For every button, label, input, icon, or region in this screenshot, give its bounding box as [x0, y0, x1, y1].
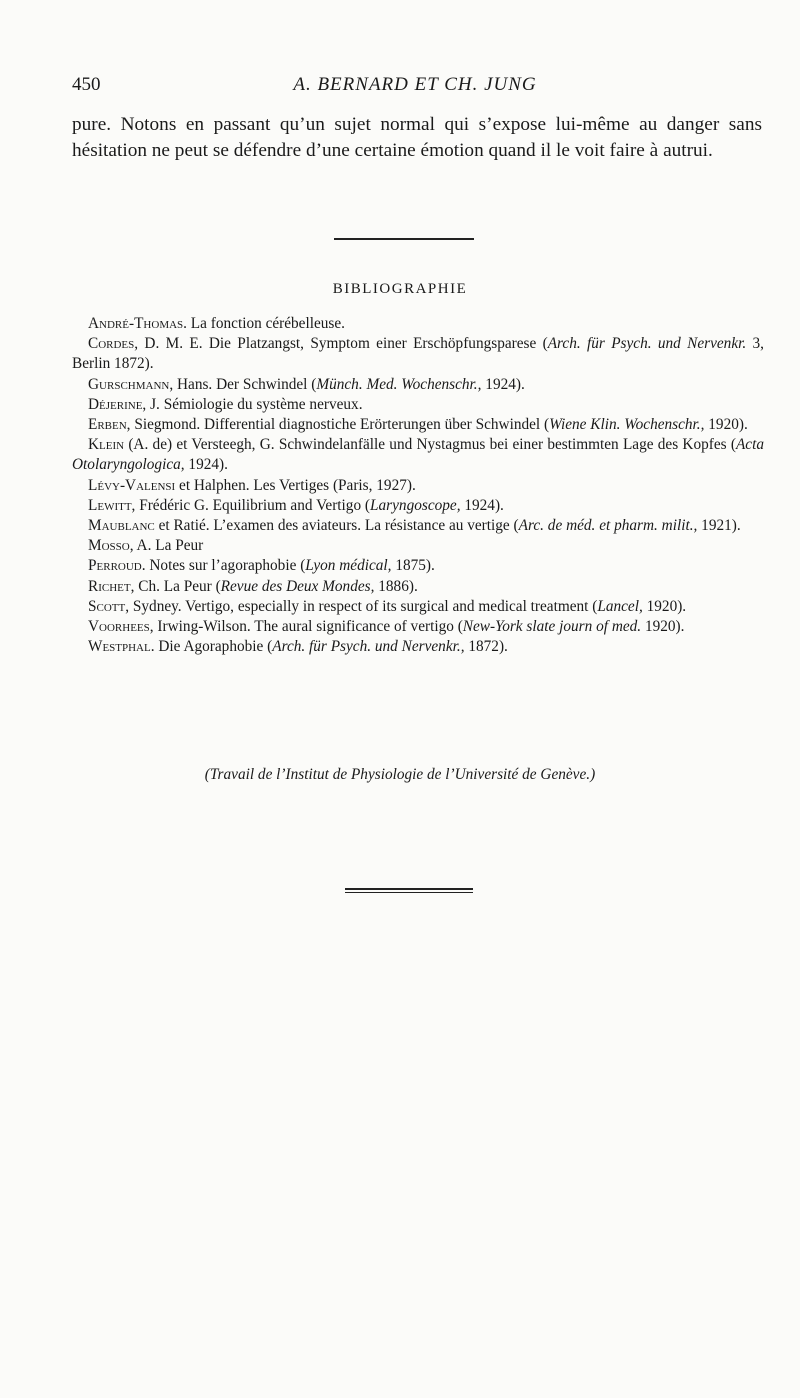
reference-source: Wiene Klin. Wochenschr.,	[549, 416, 705, 434]
reference-text: Hans. Der Schwindel (	[173, 375, 317, 393]
reference-source: Acta Otolaryngologica,	[72, 436, 764, 474]
reference-author: Klein	[88, 436, 125, 454]
reference-entry	[72, 395, 764, 415]
reference-text-end: 1924).	[460, 496, 504, 514]
reference-text-end: 1924).	[481, 375, 525, 393]
reference-text-end: 1920).	[642, 597, 687, 615]
reference-text-end: 1924).	[184, 456, 228, 474]
reference-text: Siegmond. Differential diagnostiche Erörterungen über Schwindel (	[130, 416, 550, 434]
reference-text: Die Agoraphobie (	[154, 638, 273, 656]
reference-entry	[72, 617, 764, 637]
reference-source: Arc. de méd. et pharm. milit.,	[518, 517, 698, 535]
reference-source: Laryngoscope,	[370, 496, 461, 514]
reference-text: Frédéric G. Equilibrium and Vertigo (	[135, 496, 371, 514]
reference-author: Maublanc	[88, 517, 155, 535]
reference-entry	[72, 516, 764, 536]
reference-text-end: 1875).	[391, 557, 435, 575]
reference-entry	[72, 577, 764, 597]
reference-list	[72, 314, 764, 657]
reference-entry	[72, 637, 764, 657]
reference-text-end: 1920).	[704, 416, 748, 434]
reference-author: André-Thomas.	[88, 315, 187, 332]
reference-author: Westphal.	[88, 638, 155, 656]
section-divider	[334, 238, 474, 240]
reference-source: Lyon médical,	[305, 557, 392, 575]
reference-text: A. La Peur	[133, 537, 204, 555]
reference-text: D. M. E. Die Platzangst, Symptom einer Erschöpfungsparese (	[138, 335, 548, 353]
reference-author: Voorhees,	[88, 618, 154, 636]
reference-author: Perroud.	[88, 557, 146, 575]
reference-entry	[72, 415, 764, 435]
reference-entry	[72, 375, 764, 395]
reference-author: Scott,	[88, 597, 130, 615]
reference-author: Déjerine,	[88, 395, 147, 413]
reference-source: Lancel,	[597, 597, 643, 615]
reference-text: Ch. La Peur (	[134, 577, 221, 595]
closing-rule	[345, 888, 473, 890]
reference-text: Irwing-Wilson. The aural significance of vertigo (	[153, 618, 463, 636]
reference-text-end: 1872).	[464, 638, 508, 656]
reference-author: Richet,	[88, 577, 135, 595]
reference-author: Lévy-Valensi	[88, 476, 176, 494]
page-number: 450	[72, 74, 101, 95]
reference-text: et Ratié. L’examen des aviateurs. La résistance au vertige (	[154, 517, 519, 535]
reference-entry	[72, 597, 764, 617]
reference-entry	[72, 314, 764, 334]
reference-text: Sydney. Vertigo, especially in respect of its surgical and medical treatment (	[129, 597, 598, 615]
reference-entry	[72, 476, 764, 496]
body-paragraph: pure. Notons en passant qu’un sujet normal qui s’expose lui-même au danger sans hésitation ne peut se défendre d’une certaine émotion quand il le voit faire à autrui.	[72, 114, 762, 161]
reference-text: La fonction cérébelleuse.	[186, 315, 345, 332]
reference-entry	[72, 556, 764, 576]
reference-author: Gurschmann,	[88, 375, 174, 393]
institution-footnote: (Travail de l’Institut de Physiologie de l’Université de Genève.)	[204, 766, 596, 783]
reference-author: Cordes,	[88, 335, 139, 353]
reference-text: et Halphen. Les Vertiges (Paris, 1927).	[175, 476, 416, 494]
reference-source: Münch. Med. Wochenschr.,	[316, 375, 482, 393]
reference-entry	[72, 435, 764, 475]
closing-rule-thin	[345, 892, 473, 893]
reference-text: Notes sur l’agoraphobie (	[145, 557, 306, 575]
reference-text-end: 3, Berlin 1872).	[72, 335, 765, 373]
reference-entry	[72, 334, 764, 374]
reference-text-end: 1921).	[697, 517, 741, 535]
reference-entry	[72, 536, 764, 556]
reference-text: J. Sémiologie du système nerveux.	[146, 395, 363, 413]
reference-text: (A. de) et Versteegh, G. Schwindelanfälle und Nystagmus bei einer bestimmten Lage des Kopfes (	[124, 436, 736, 454]
reference-source: Arch. für Psych. und Nervenkr.,	[272, 638, 465, 656]
running-title: A. BERNARD ET CH. JUNG	[293, 74, 537, 95]
reference-source: New-York slate journ of med.	[462, 618, 642, 636]
reference-text-end: 1920).	[641, 618, 685, 636]
running-head	[72, 74, 758, 98]
reference-author: Lewitt,	[88, 496, 136, 514]
reference-author: Mosso,	[88, 537, 134, 555]
reference-source: Revue des Deux Mondes,	[220, 577, 375, 595]
reference-author: Erben,	[88, 416, 131, 434]
reference-entry	[72, 496, 764, 516]
reference-source: Arch. für Psych. und Nervenkr.	[547, 335, 747, 353]
bibliography-heading: BIBLIOGRAPHIE	[332, 281, 468, 297]
reference-text-end: 1886).	[374, 577, 418, 595]
